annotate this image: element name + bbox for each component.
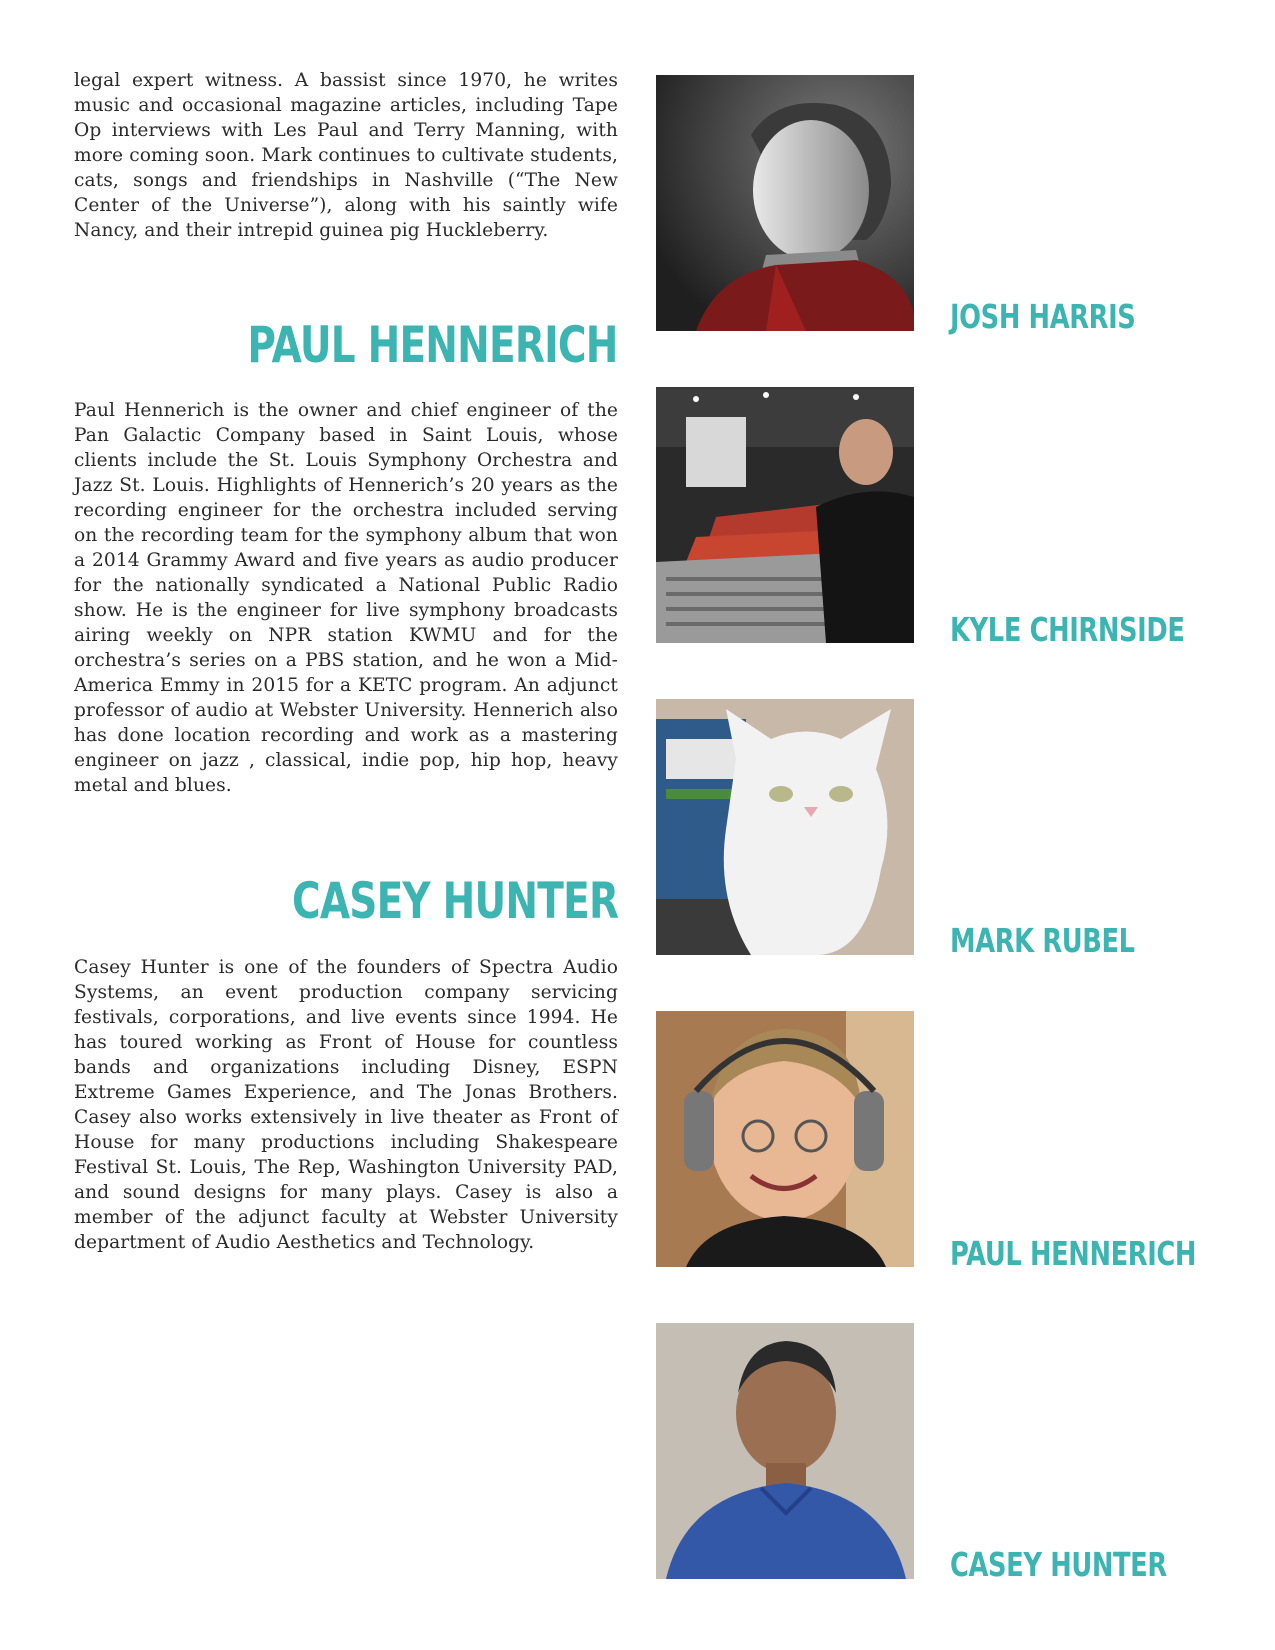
photo-caption-kyle-chirnside: KYLE CHIRNSIDE	[950, 610, 1185, 649]
photo-caption-casey-hunter: CASEY HUNTER	[950, 1545, 1167, 1584]
mark-rubel-bio-continued: legal expert witness. A bassist since 1970, he writes music and occasional magazine articles, including Tape Op interviews with Les Paul and Terry Manning, with more coming soon. Mark continues to cultivate students, cats, songs and friendships in Nashville (“The New Center of the Universe”), along with his saintly wife Nancy, and their intrepid guinea pig Huckleberry.	[74, 70, 618, 241]
concert-hall-photo-icon	[656, 387, 914, 643]
paul-hennerich-bio: Paul Hennerich is the owner and chief engineer of the Pan Galactic Company based in Saint Louis, whose clients include the St. Louis Symphony Orchestra and Jazz St. Louis. Highlights of Hennerich’s 20 years as the recording engineer for the orchestra included serving on the recording team for the symphony album that won a 2014 Grammy Award and five years as audio producer for the nationally syndicated a National Public Radio show. He is the engineer for live symphony broadcasts airing weekly on NPR station KWMU and for the orchestra’s series on a PBS station, and he won a Mid-America Emmy in 2015 for a KETC program. An adjunct professor of audio at Webster University. Hennerich also has done location recording and work as a mastering engineer on jazz , classical, indie pop, hip hop, heavy metal and blues.	[74, 400, 618, 796]
photo-caption-josh-harris: JOSH HARRIS	[950, 297, 1136, 336]
headphones-portrait-photo-icon	[656, 1011, 914, 1267]
photo-caption-paul-hennerich: PAUL HENNERICH	[950, 1234, 1197, 1273]
casey-hunter-heading: CASEY HUNTER	[291, 872, 618, 930]
photo-caption-mark-rubel: MARK RUBEL	[950, 921, 1135, 960]
paul-hennerich-heading: PAUL HENNERICH	[247, 316, 618, 374]
blue-shirt-portrait-photo-icon	[656, 1323, 914, 1579]
white-cat-photo-icon	[656, 699, 914, 955]
casey-hunter-bio: Casey Hunter is one of the founders of Spectra Audio Systems, an event production company servicing festivals, corporations, and live events since 1994. He has toured working as Front of House for countless bands and organizations including Disney, ESPN Extreme Games Experience, and The Jonas Brothers. Casey also works extensively in live theater as Front of House for many productions including Shakespeare Festival St. Louis, The Rep, Washington University PAD, and sound designs for many plays. Casey is also a member of the adjunct faculty at Webster University department of Audio Aesthetics and Technology.	[74, 957, 618, 1253]
portrait-photo-icon	[656, 75, 914, 331]
